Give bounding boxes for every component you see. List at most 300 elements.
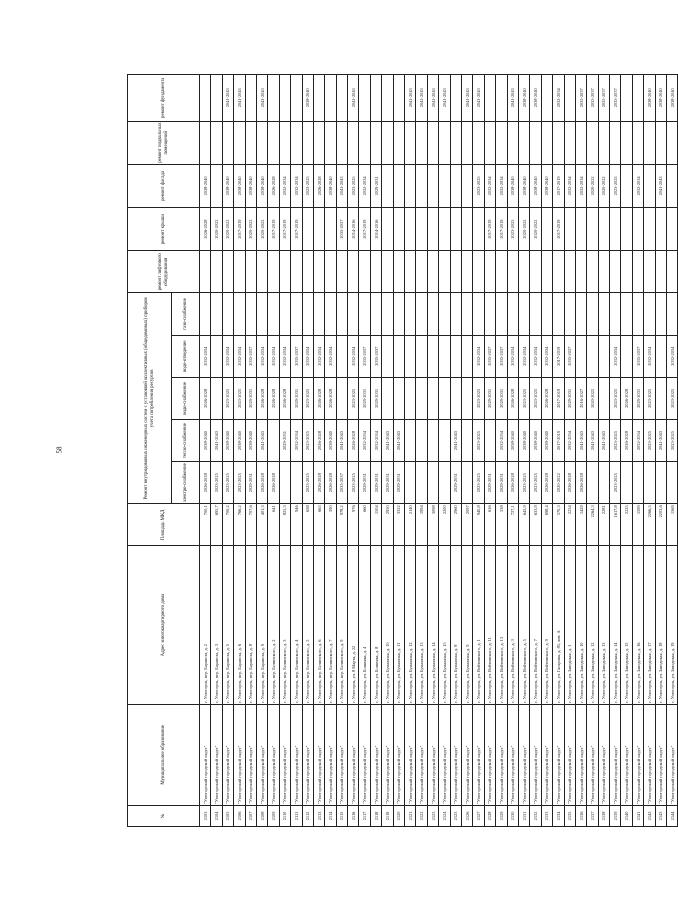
cell-water-disposal [621,335,632,377]
cell-water-supply: 2026-2028 [200,377,211,419]
cell-num: 2134 [553,805,564,826]
cell-facade [461,164,472,207]
cell-heat: 2038-2040 [518,419,529,461]
cell-lift [667,251,678,293]
cell-electro [405,462,416,504]
cell-water-supply: 2026-2028 [313,377,324,419]
cell-area: 2264,3 [587,504,598,546]
cell-municipality: "Углегорский городской округ" [575,704,586,805]
cell-facade: 2032-2034 [632,164,643,207]
cell-heat [427,419,438,461]
cell-foundation [450,75,461,122]
cell-municipality: "Углегорский городской округ" [211,704,222,805]
cell-foundation [496,75,507,122]
cell-num: 2105 [222,805,233,826]
cell-municipality: "Углегорский городской округ" [256,704,267,805]
cell-area: 2234 [564,504,575,546]
cell-water-disposal: 2035-2037 [291,335,302,377]
cell-facade: 2038-2040 [541,164,552,207]
cell-electro: 2023-2025 [610,462,621,504]
cell-address: г. Углегорск, ул. Заводская, д. 13 [598,546,609,704]
cell-num: 2119 [382,805,393,826]
cell-lift [245,251,256,293]
header-municipality: Муниципальное образование [128,704,200,805]
cell-basement [245,121,256,164]
cell-electro [667,462,678,504]
cell-gas [610,293,621,335]
cell-basement [256,121,267,164]
cell-address: г. Углегорск, пер. Белинского, д. 7 [325,546,336,704]
cell-lift [313,251,324,293]
cell-water-supply: 2026-2028 [621,377,632,419]
header-water-supply: водо-снабжение [172,377,200,419]
cell-area: 2203,6 [655,504,666,546]
cell-gas [211,293,222,335]
cell-electro: 2029-2031 [484,462,495,504]
repair-schedule-table [127,74,678,827]
cell-facade: 2032-2034 [575,164,586,207]
cell-num: 2103 [200,805,211,826]
cell-water-disposal [211,335,222,377]
cell-foundation [211,75,222,122]
table-row [632,75,643,827]
cell-gas [632,293,643,335]
cell-address: г. Углегорск, пер. Белинского, д. 5 [302,546,313,704]
cell-roof: 2017-2019 [496,208,507,251]
cell-facade: 2023-2025 [610,164,621,207]
cell-electro: 2023-2025 [518,462,529,504]
cell-address: г. Углегорск, ул. Войтинского, д. 5 [518,546,529,704]
cell-facade: 2038-2040 [507,164,518,207]
table-body [200,75,678,827]
cell-address: г. Углегорск, пер. Бараноза, д. 5 [222,546,233,704]
cell-roof [575,208,586,251]
cell-address: г. Углегорск, ул. Заводская, д. 15 [621,546,632,704]
cell-gas [564,293,575,335]
cell-water-supply: 2029-2031 [496,377,507,419]
cell-water-disposal: 2032-2034 [530,335,541,377]
table-row [416,75,427,827]
cell-electro: 2023-2025 [473,462,484,504]
cell-foundation [336,75,347,122]
cell-foundation [484,75,495,122]
table-row [405,75,416,827]
cell-lift [222,251,233,293]
cell-electro: 2020-2022 [553,462,564,504]
cell-facade: 2038-2040 [530,164,541,207]
cell-heat: 2041-2043 [575,419,586,461]
cell-lift [439,251,450,293]
cell-roof [632,208,643,251]
cell-num: 2107 [245,805,256,826]
cell-num: 2142 [644,805,655,826]
cell-municipality: "Углегорский городской округ" [610,704,621,805]
cell-lift [359,251,370,293]
cell-electro [291,462,302,504]
table-row [279,75,290,827]
cell-basement [655,121,666,164]
cell-heat: 2041-2043 [256,419,267,461]
cell-heat: 2041-2043 [211,419,222,461]
rotated-page-content [127,74,675,827]
cell-water-supply [427,377,438,419]
cell-facade: 2038-2040 [222,164,233,207]
cell-gas [541,293,552,335]
cell-municipality: "Углегорский городской округ" [382,704,393,805]
cell-facade [211,164,222,207]
cell-num: 2132 [530,805,541,826]
cell-area: 825,3 [279,504,290,546]
cell-address: г. Углегорск, пер. Белинского, д. 4 [291,546,302,704]
cell-water-supply [598,377,609,419]
cell-heat: 2041-2043 [336,419,347,461]
cell-basement [610,121,621,164]
table-row [427,75,438,827]
cell-electro [416,462,427,504]
cell-foundation [291,75,302,122]
cell-heat: 2023-2025 [302,419,313,461]
cell-area: 538 [496,504,507,546]
cell-water-supply [416,377,427,419]
table-row [530,75,541,827]
cell-water-supply: 2026-2028 [507,377,518,419]
cell-facade: 2032-2034 [359,164,370,207]
cell-basement [530,121,541,164]
cell-gas [359,293,370,335]
cell-facade [393,164,404,207]
cell-heat: 2032-2034 [564,419,575,461]
cell-water-disposal: 2032-2034 [200,335,211,377]
cell-lift [564,251,575,293]
cell-heat: 2041-2043 [382,419,393,461]
cell-municipality: "Углегорский городской округ" [393,704,404,805]
cell-water-disposal: 2035-2037 [632,335,643,377]
cell-water-supply: 2023-2025 [518,377,529,419]
cell-water-supply: 2029-2031 [245,377,256,419]
cell-area: 660 [359,504,370,546]
cell-facade: 2041-2043 [336,164,347,207]
cell-foundation: 2041-2043 [439,75,450,122]
cell-water-disposal: 2032-2034 [234,335,245,377]
cell-area: 570,3 [553,504,564,546]
cell-facade: 2020-2022 [587,164,598,207]
cell-address: г. Углегорск, ул. Бумажная, д. 8 [450,546,461,704]
cell-roof [587,208,598,251]
cell-area: 698,4 [541,504,552,546]
cell-electro: 2023-2025 [302,462,313,504]
table-row [610,75,621,827]
cell-basement [200,121,211,164]
cell-address: г. Углегорск, пер. Белинского, д. 6 [313,546,324,704]
cell-lift [370,251,381,293]
cell-water-supply: 2017-2019 [553,377,564,419]
cell-gas [348,293,359,335]
cell-address: г. Углегорск, ул. Заводская, д. 10 [575,546,586,704]
cell-electro [439,462,450,504]
cell-municipality: "Углегорский городской округ" [541,704,552,805]
cell-water-supply: 2023-2025 [473,377,484,419]
cell-heat [439,419,450,461]
cell-address: г. Углегорск, ул. Бумажная, д. 9 [461,546,472,704]
cell-foundation: 2038-2040 [518,75,529,122]
cell-gas [553,293,564,335]
cell-facade: 2032-2034 [279,164,290,207]
cell-electro: 2029-2031 [450,462,461,504]
cell-water-supply: 2023-2025 [667,377,678,419]
table-row [234,75,245,827]
cell-basement [598,121,609,164]
cell-heat: 2017-2019 [553,419,564,461]
cell-electro: 2026-2028 [256,462,267,504]
cell-basement [644,121,655,164]
cell-heat: 2041-2043 [655,419,666,461]
cell-num: 2129 [496,805,507,826]
cell-roof [416,208,427,251]
table-row [655,75,666,827]
cell-basement [359,121,370,164]
cell-water-disposal: 2035-2037 [245,335,256,377]
cell-area: 1617,8 [610,504,621,546]
cell-address: г. Углегорск, ул. Войтинского, д. 13 [496,546,507,704]
cell-address: г. Углегорск, ул. Войтинского, д. 11 [484,546,495,704]
cell-gas [279,293,290,335]
cell-address: г. Углегорск, ул. Бумажная, д. 15 [439,546,450,704]
cell-num: 2137 [587,805,598,826]
table-row [291,75,302,827]
table-row [211,75,222,827]
cell-municipality: "Углегорский городской округ" [370,704,381,805]
cell-facade: 2038-2040 [234,164,245,207]
cell-num: 2108 [256,805,267,826]
cell-facade: 2032-2034 [496,164,507,207]
cell-lift [518,251,529,293]
cell-facade: 2032-2034 [291,164,302,207]
cell-num: 2135 [564,805,575,826]
cell-water-disposal: 2035-2037 [359,335,370,377]
cell-lift [302,251,313,293]
cell-num: 2113 [313,805,324,826]
cell-gas [473,293,484,335]
cell-num: 2133 [541,805,552,826]
cell-municipality: "Углегорский городской округ" [348,704,359,805]
cell-address: г. Углегорск, ул. Войтинского, д. 1 [473,546,484,704]
cell-basement [370,121,381,164]
cell-municipality: "Углегорский городской округ" [518,704,529,805]
cell-roof [644,208,655,251]
cell-num: 2122 [416,805,427,826]
table-row [325,75,336,827]
cell-facade: 2038-2040 [256,164,267,207]
table-row [245,75,256,827]
cell-num: 2121 [405,805,416,826]
cell-foundation [370,75,381,122]
cell-basement [222,121,233,164]
cell-num: 2131 [518,805,529,826]
cell-facade [667,164,678,207]
header-address: Адрес многоквартирного дома [128,546,200,704]
cell-basement [553,121,564,164]
cell-basement [348,121,359,164]
table-row [587,75,598,827]
cell-foundation: 2038-2040 [667,75,678,122]
cell-basement [667,121,678,164]
table-row [541,75,552,827]
cell-gas [575,293,586,335]
cell-num: 2120 [393,805,404,826]
cell-roof [427,208,438,251]
table-row [382,75,393,827]
cell-num: 2123 [427,805,438,826]
cell-address: г. Углегорск, ул. Войтинского, д. 3 [507,546,518,704]
cell-water-disposal: 2032-2034 [541,335,552,377]
cell-electro: 2029-2031 [382,462,393,504]
cell-roof: 2035-2037 [336,208,347,251]
cell-num: 2112 [302,805,313,826]
cell-basement [587,121,598,164]
cell-foundation [279,75,290,122]
cell-roof: 2026-2028 [200,208,211,251]
cell-area: 707,6 [245,504,256,546]
cell-water-disposal [461,335,472,377]
cell-water-disposal: 2017-2019 [553,335,564,377]
cell-municipality: "Углегорский городской округ" [461,704,472,805]
cell-area: 700,1 [200,504,211,546]
cell-municipality: "Углегорский городской округ" [473,704,484,805]
cell-num: 2110 [279,805,290,826]
cell-municipality: "Углегорский городской округ" [564,704,575,805]
cell-roof: 2017-2019 [268,208,279,251]
cell-electro [587,462,598,504]
cell-electro: 2029-2031 [370,462,381,504]
cell-water-disposal: 2032-2034 [302,335,313,377]
cell-roof: 2017-2019 [234,208,245,251]
cell-electro: 2023-2025 [222,462,233,504]
table-row [336,75,347,827]
table-row [644,75,655,827]
cell-roof [564,208,575,251]
cell-lift [256,251,267,293]
cell-electro: 2029-2031 [359,462,370,504]
cell-lift [279,251,290,293]
cell-gas [439,293,450,335]
cell-municipality: "Углегорский городской округ" [530,704,541,805]
cell-municipality: "Углегорский городской округ" [598,704,609,805]
cell-municipality: "Углегорский городской округ" [621,704,632,805]
cell-foundation: 2041-2043 [234,75,245,122]
cell-foundation [245,75,256,122]
cell-facade: 2017-2019 [553,164,564,207]
cell-electro [655,462,666,504]
cell-heat: 2032-2034 [632,419,643,461]
cell-num: 2139 [610,805,621,826]
cell-electro: 2035-2037 [336,462,347,504]
cell-area: 1599 [632,504,643,546]
cell-roof [382,208,393,251]
cell-heat: 2032-2034 [496,419,507,461]
cell-foundation [393,75,404,122]
cell-address: г. Углегорск, ул. Заводская, д. 19 [667,546,678,704]
cell-facade [450,164,461,207]
cell-roof [667,208,678,251]
cell-roof [325,208,336,251]
cell-address: г. Углегорск, ул. Бумажная, д. 11 [393,546,404,704]
cell-facade: 2038-2040 [245,164,256,207]
cell-address: г. Углегорск, ул. Заводская, д. 18 [655,546,666,704]
cell-num: 2118 [370,805,381,826]
cell-electro: 2026-2028 [507,462,518,504]
cell-address: г. Углегорск, ул. Заводская, д. 17 [644,546,655,704]
cell-area: 2960 [450,504,461,546]
cell-basement [427,121,438,164]
cell-water-supply: 2023-2025 [302,377,313,419]
cell-gas [461,293,472,335]
cell-lift [211,251,222,293]
header-electro: электро-снабжение [172,462,200,504]
cell-basement [496,121,507,164]
cell-water-disposal [405,335,416,377]
cell-address: г. Углегорск, ул. Заводская, д. 14 [610,546,621,704]
cell-water-disposal: 2032-2034 [256,335,267,377]
cell-foundation: 2041-2043 [427,75,438,122]
cell-roof [655,208,666,251]
cell-municipality: "Углегорский городской округ" [553,704,564,805]
cell-lift [200,251,211,293]
cell-heat: 2023-2025 [644,419,655,461]
cell-water-supply: 2029-2031 [370,377,381,419]
cell-electro [461,462,472,504]
cell-heat: 2041-2043 [598,419,609,461]
cell-facade: 2023-2025 [348,164,359,207]
cell-area: 2097 [461,504,472,546]
cell-facade [439,164,450,207]
cell-gas [200,293,211,335]
cell-electro: 2026-2028 [325,462,336,504]
cell-address: г. Углегорск, ул. Бумажная, д. 12 [405,546,416,704]
cell-water-supply: 2020-2022 [587,377,598,419]
cell-heat: 2038-2040 [222,419,233,461]
cell-lift [530,251,541,293]
cell-water-supply: 2023-2025 [348,377,359,419]
cell-water-disposal [598,335,609,377]
cell-facade: 2041-2043 [655,164,666,207]
cell-water-disposal [336,335,347,377]
cell-address: г. Углегорск, ул. Заводская, д. 12 [587,546,598,704]
cell-municipality: "Углегорский городской округ" [644,704,655,805]
cell-foundation: 2038-2040 [302,75,313,122]
cell-water-disposal: 2035-2037 [370,335,381,377]
cell-heat [416,419,427,461]
cell-num: 2144 [667,805,678,826]
cell-basement [416,121,427,164]
cell-water-disposal: 2032-2034 [279,335,290,377]
cell-facade [644,164,655,207]
cell-electro: 2026-2028 [564,462,575,504]
cell-water-supply [461,377,472,419]
cell-area: 1994 [416,504,427,546]
cell-gas [313,293,324,335]
cell-water-supply [405,377,416,419]
cell-num: 2111 [291,805,302,826]
cell-gas [416,293,427,335]
cell-heat: 2041-2043 [587,419,598,461]
cell-heat: 2038-2040 [245,419,256,461]
cell-roof [598,208,609,251]
cell-basement [211,121,222,164]
cell-facade: 2023-2025 [302,164,313,207]
cell-address: г. Углегорск, пер. Бараноза, д. 9 [256,546,267,704]
cell-num: 2130 [507,805,518,826]
cell-facade: 2038-2040 [200,164,211,207]
